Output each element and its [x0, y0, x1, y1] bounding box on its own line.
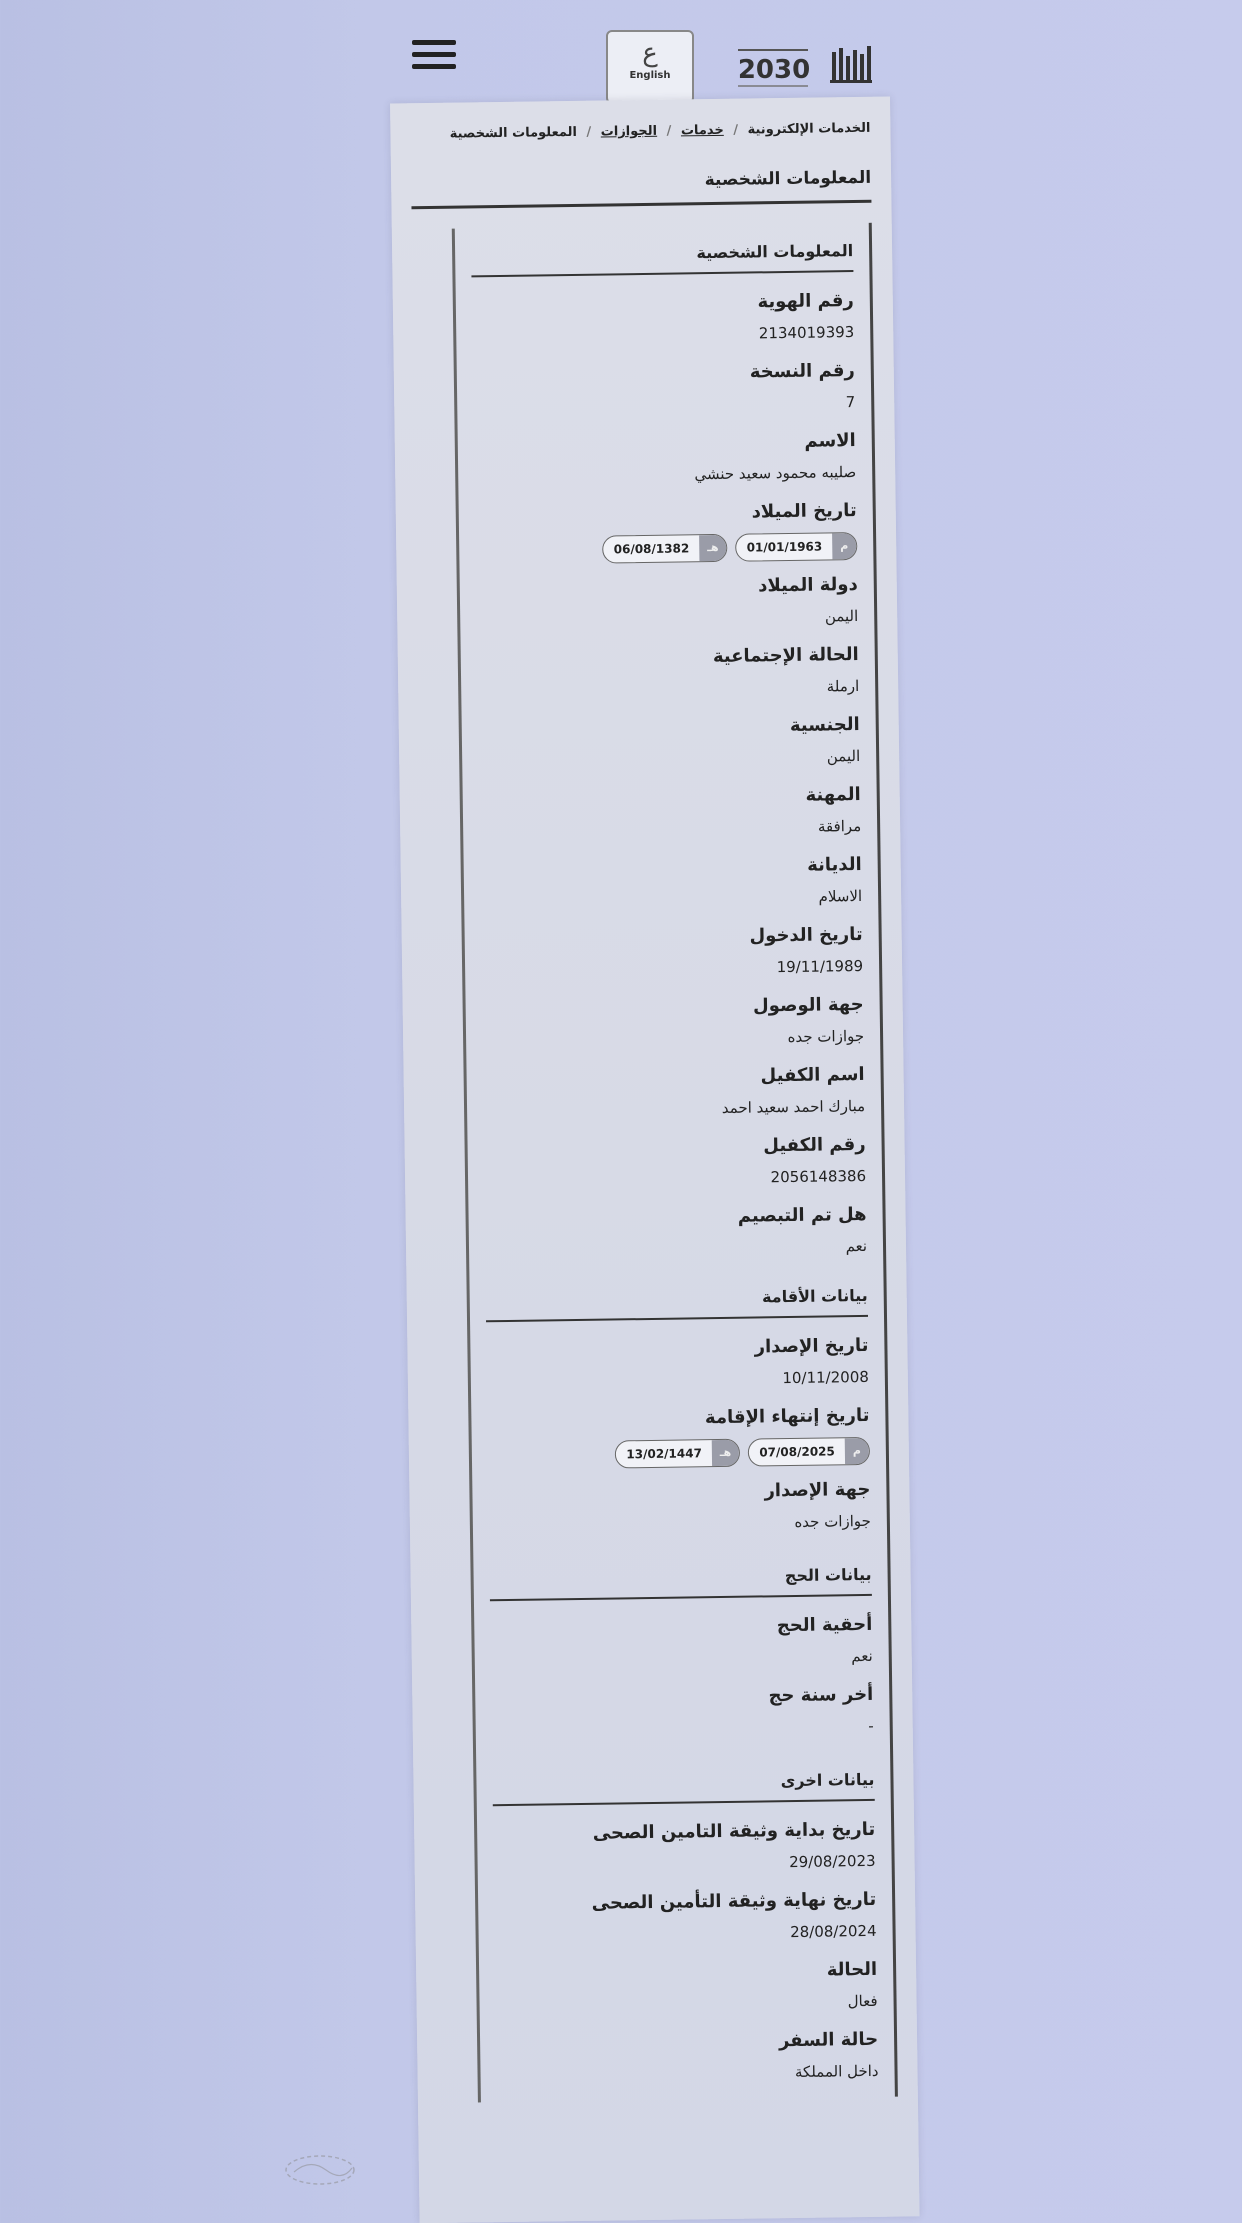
- insurance-start-value: 29/08/2023: [789, 1851, 876, 1872]
- residence-expiry-row: [488, 1437, 870, 1470]
- absher-logo: [828, 42, 874, 88]
- residence-expiry-hijri: [615, 1439, 740, 1469]
- copy-label: رقم النسخة: [749, 360, 855, 383]
- id-value: 2134019393: [758, 323, 855, 343]
- insurance-end-value: 28/08/2024: [790, 1921, 877, 1942]
- sponsor-name-value: مبارك احمد سعيد احمد: [721, 1096, 866, 1117]
- last-hajj-year-value: -: [868, 1716, 874, 1735]
- entry-date-label: تاريخ الدخول: [749, 923, 863, 947]
- breadcrumb-item-services[interactable]: خدمات: [680, 122, 724, 139]
- details-card: [452, 223, 898, 2103]
- birth-date-hijri-value: 06/08/1382: [613, 541, 690, 557]
- birth-date-gregorian: [735, 532, 857, 562]
- arrival-point-label: جهة الوصول: [752, 993, 864, 1017]
- fingerprint-label: هل تم التبصيم: [737, 1203, 867, 1227]
- page-title: المعلومات الشخصية: [411, 168, 871, 209]
- nationality-label: الجنسية: [789, 713, 860, 736]
- arrival-point-value: جوازات جده: [787, 1026, 865, 1047]
- breadcrumb-item-passports[interactable]: الجوازات: [600, 123, 658, 140]
- insurance-start-label: تاريخ بداية وثيقة التامين الصحى: [592, 1818, 876, 1844]
- residence-expiry-gregorian-value: 07/08/2025: [759, 1444, 835, 1460]
- breadcrumb-item-eservices: الخدمات الإلكترونية: [747, 120, 871, 138]
- name-value: صليبه محمود سعيد حنشي: [694, 463, 857, 484]
- name-label: الاسم: [804, 430, 856, 452]
- gregorian-calendar-tag: م: [845, 1438, 869, 1464]
- other-data-section-title: بيانات اخرى: [492, 1770, 874, 1806]
- menu-icon[interactable]: [412, 40, 456, 76]
- occupation-label: المهنة: [805, 783, 861, 806]
- hajj-section-title: بيانات الحج: [490, 1565, 872, 1601]
- status-label: الحالة: [826, 1958, 878, 1981]
- birth-date-gregorian-value: 01/01/1963: [746, 539, 823, 555]
- issuer-label: جهة الإصدار: [764, 1478, 871, 1502]
- travel-status-label: حالة السفر: [778, 2028, 879, 2052]
- hijri-calendar-tag: هـ: [699, 535, 727, 561]
- stamp-mark: [280, 2150, 360, 2190]
- insurance-end-label: تاريخ نهاية وثيقة التأمين الصحى: [591, 1888, 877, 1914]
- nationality-value: اليمن: [826, 746, 861, 766]
- hajj-eligibility-value: نعم: [851, 1646, 873, 1666]
- birth-country-value: اليمن: [824, 607, 859, 626]
- marital-status-value: ارملة: [826, 676, 860, 696]
- copy-value: 7: [845, 393, 856, 412]
- hajj-eligibility-label: أحقية الحج: [776, 1613, 873, 1637]
- issue-date-value: 10/11/2008: [782, 1367, 869, 1388]
- residence-expiry-gregorian: [748, 1437, 870, 1467]
- gregorian-calendar-tag: م: [832, 533, 856, 559]
- breadcrumb-item-personal-info: المعلومات الشخصية: [449, 124, 578, 142]
- residence-expiry-label: تاريخ إنتهاء الإقامة: [704, 1404, 870, 1429]
- status-value: فعال: [847, 1991, 878, 2011]
- residence-section-title: بيانات الأقامة: [486, 1286, 868, 1322]
- hijri-calendar-tag: هـ: [712, 1440, 740, 1466]
- marital-status-label: الحالة الإجتماعية: [712, 644, 859, 668]
- issuer-value: جوازات جده: [794, 1511, 871, 1531]
- vision-text: 2030: [737, 55, 811, 85]
- last-hajj-year-label: أخر سنة حج: [768, 1683, 874, 1707]
- fingerprint-value: نعم: [845, 1236, 868, 1256]
- birth-date-row: [475, 532, 857, 565]
- printed-page: [390, 97, 920, 2223]
- birth-country-label: دولة الميلاد: [758, 574, 858, 597]
- sponsor-name-label: اسم الكفيل: [760, 1063, 865, 1087]
- residence-expiry-hijri-value: 13/02/1447: [626, 1446, 702, 1462]
- top-bar: [390, 20, 890, 100]
- language-label: English: [629, 70, 671, 81]
- sponsor-id-label: رقم الكفيل: [763, 1133, 866, 1157]
- issue-date-label: تاريخ الإصدار: [754, 1334, 869, 1358]
- religion-label: الديانة: [807, 853, 862, 876]
- id-label: رقم الهوية: [757, 290, 854, 313]
- religion-value: الاسلام: [818, 886, 863, 906]
- travel-status-value: داخل المملكة: [794, 2061, 879, 2082]
- birth-date-label: تاريخ الميلاد: [751, 500, 857, 523]
- occupation-value: مرافقة: [817, 816, 862, 836]
- birth-date-hijri: [602, 534, 727, 564]
- vision-2030-logo: [728, 42, 820, 90]
- language-switch-button[interactable]: [606, 30, 694, 104]
- language-glyph: ع: [642, 38, 658, 68]
- entry-date-value: 19/11/1989: [776, 956, 864, 977]
- personal-info-section-title: المعلومات الشخصية: [471, 241, 853, 277]
- breadcrumb: الخدمات الإلكترونية / خدمات / الجوازات / المعلومات الشخصية: [449, 120, 871, 142]
- sponsor-id-value: 2056148386: [770, 1166, 867, 1187]
